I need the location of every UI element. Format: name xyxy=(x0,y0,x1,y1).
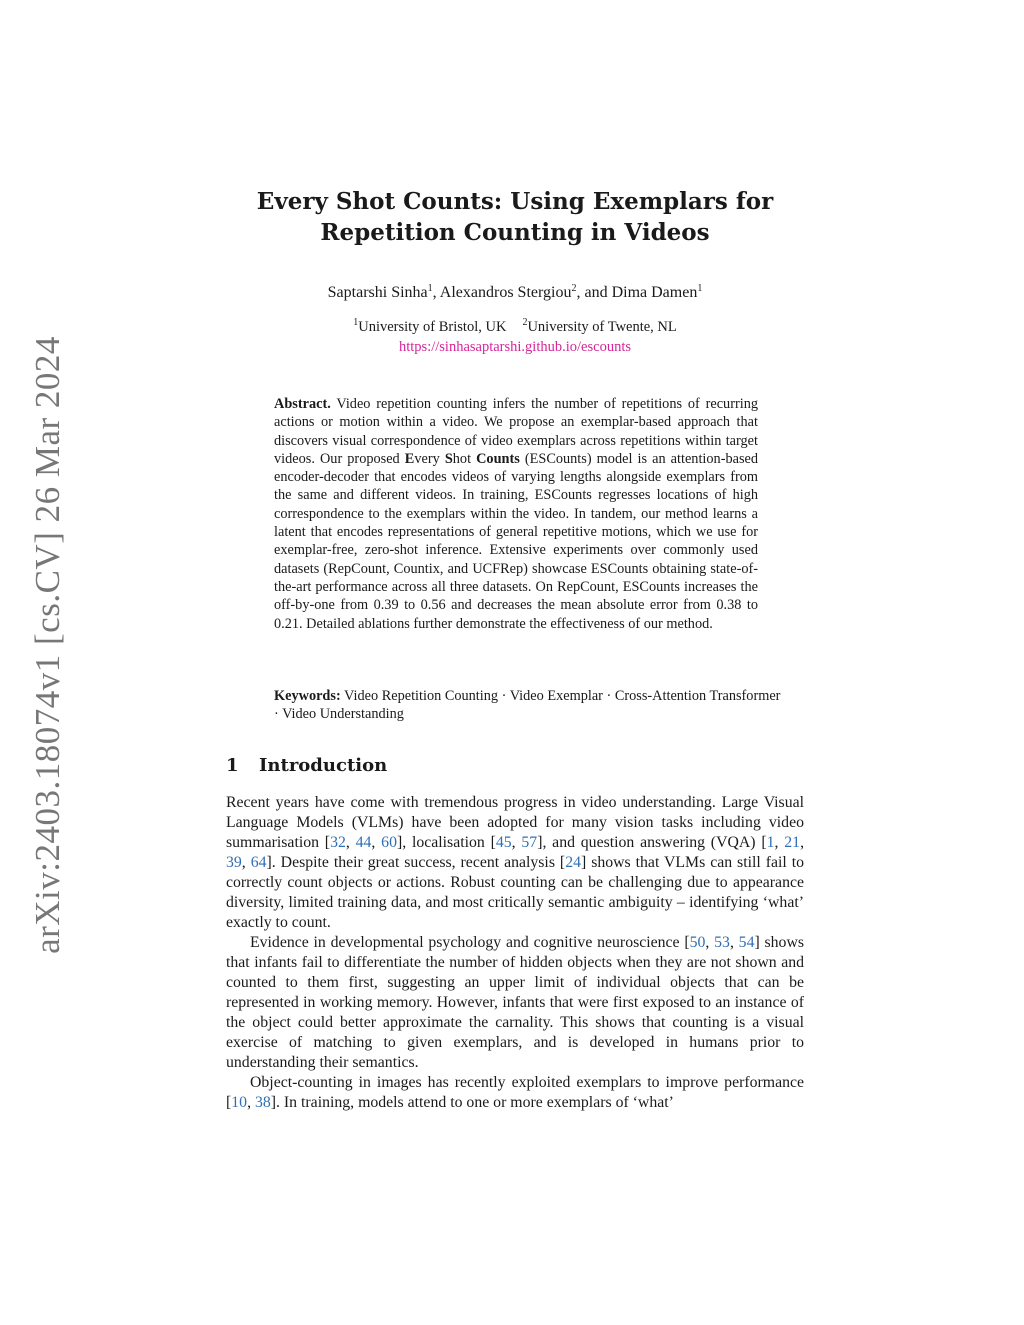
citation-link[interactable]: 39 xyxy=(226,854,242,871)
keywords-label: Keywords: xyxy=(274,688,341,704)
citation-link[interactable]: 21 xyxy=(784,834,801,851)
affil-1: University of Bristol, UK xyxy=(358,319,507,335)
author-1: Saptarshi Sinha xyxy=(327,284,428,301)
citation-link[interactable]: 57 xyxy=(521,834,538,851)
paragraph: Recent years have come with tremendous progress in video understanding. Large Visual Language Models (VLMs) have been adopted for many vision tasks including video summarisation [32, 44, 60], localisation [45, 57], and question answering (VQA) [1, 21, 39, 64]. Despite their great success, recent analysis [24] shows that VLMs can still fail to correctly count objects or actions. Robust counting can be challenging due to appearance diversity, limited training data, and most critically semantic ambiguity – identifying ‘what’ exactly to count. xyxy=(226,794,805,931)
project-url[interactable]: https://sinhasaptarshi.github.io/escounts xyxy=(399,339,631,355)
paragraph-text: ], localisation [ xyxy=(396,834,496,851)
affiliations xyxy=(200,318,830,337)
citation-link[interactable]: 32 xyxy=(330,834,346,851)
title-line-1: Every Shot Counts: Using Exemplars for xyxy=(256,188,774,215)
paragraph-text: Evidence in developmental psychology and cognitive neuroscience [ xyxy=(250,934,690,951)
author-3: Dima Damen xyxy=(611,284,698,301)
keywords xyxy=(274,687,784,724)
citation-link[interactable]: 50 xyxy=(689,934,706,951)
citation-link[interactable]: 1 xyxy=(766,834,775,851)
title-line-2: Repetition Counting in Videos xyxy=(320,219,710,246)
author-separator: , xyxy=(432,284,440,301)
citation-link[interactable]: 44 xyxy=(355,834,372,851)
paragraph-text: ] shows that VLMs can still fail to correctly count objects or actions. Robust counting can be challenging due to appearance diversity, limited training data, and most critically semantic ambiguity – identifying ‘what’ exactly to count. xyxy=(226,854,804,931)
abstract-text: Video repetition counting infers the number of repetitions of recurring actions or motion within a video. We propose an exemplar-based approach that discovers visual correspondence of video exemplars across repetitions within target videos. Our proposed xyxy=(274,396,758,467)
abstract xyxy=(274,395,758,633)
introduction-body xyxy=(226,793,804,1113)
abstract-text: hot xyxy=(452,450,477,467)
affil-1-marker: 1 xyxy=(353,317,359,328)
citation-link[interactable]: 54 xyxy=(738,934,755,951)
paragraph-text: ] shows that infants fail to differentiate the number of hidden objects when they are not shown and counted to them first, suggesting an upper limit of individual objects that can be represented in working memory. However, infants that were first exposed to an instance of the object could better approximate the carnality. This shows that counting is a visual exercise of matching to given exemplars, and is developed in humans prior to understanding their semantics. xyxy=(226,934,805,1071)
author-3-affil: 1 xyxy=(697,283,703,294)
paragraph-text: ]. Despite their great success, recent analysis [ xyxy=(266,854,566,871)
section-heading xyxy=(226,754,387,778)
citation-link[interactable]: 10 xyxy=(231,1094,248,1111)
arxiv-identifier[interactable]: arXiv:2403.18074v1 [cs.CV] 26 Mar 2024 xyxy=(28,336,67,954)
affil-2-marker: 2 xyxy=(522,317,528,328)
paragraph: Evidence in developmental psychology and cognitive neuroscience [50, 53, 54] shows that infants fail to differentiate the number of hidden objects when they are not shown and counted to them first, suggesting an upper limit of individual objects that can be represented in working memory. However, infants that were first exposed to an instance of the object could better approximate the carnality. This shows that counting is a visual exercise of matching to given exemplars, and is developed in humans prior to understanding their semantics. xyxy=(226,934,805,1071)
citation-link[interactable]: 64 xyxy=(250,854,267,871)
citation-link[interactable]: 38 xyxy=(254,1094,271,1111)
section-title: Introduction xyxy=(259,755,388,776)
citation-link[interactable]: 24 xyxy=(565,854,581,871)
author-separator: , and xyxy=(576,284,612,301)
abstract-bold-e: E xyxy=(404,450,415,467)
paragraph-text: ]. In training, models attend to one or more exemplars of ‘what’ xyxy=(270,1094,674,1111)
paper-title xyxy=(200,186,830,248)
citation-link[interactable]: 45 xyxy=(495,834,512,851)
abstract-bold-counts: Counts xyxy=(476,450,520,467)
keywords-text: Video Repetition Counting · Video Exemplar · Cross-Attention Transformer · Video Understanding xyxy=(274,688,781,723)
paragraph-text: ], and question answering (VQA) [ xyxy=(537,834,767,851)
citation-link[interactable]: 60 xyxy=(381,834,397,851)
abstract-text: very xyxy=(414,450,445,467)
affil-2: University of Twente, NL xyxy=(527,319,677,335)
paragraph-text: Recent years have come with tremendous progress in video understanding. Large Visual Language Models (VLMs) have been adopted for many vision tasks including video summarisation [ xyxy=(226,794,804,851)
abstract-text: (ESCounts) model is an attention-based encoder-decoder that encodes videos of varying lengths alongside exemplars from the same and different videos. In training, ESCounts regresses locations of high correspondence to the exemplars within the video. In tandem, our method learns a latent that encodes representations of general repetitive motions, which we use for exemplar-free, zero-shot inference. Extensive experiments over commonly used datasets (RepCount, Countix, and UCFRep) showcase ESCounts obtaining state-of-the-art performance across all three datasets. On RepCount, ESCounts increases the off-by-one from 0.39 to 0.56 and decreases the mean absolute error from 0.38 to 0.21. Detailed ablations further demonstrate the effectiveness of our method. xyxy=(274,450,759,632)
abstract-label: Abstract. xyxy=(274,396,331,412)
paragraph: Object-counting in images has recently exploited exemplars to improve performance [10, 38]. In training, models attend to one or more exemplars of ‘what’ xyxy=(226,1074,804,1111)
author-list xyxy=(200,283,830,303)
citation-link[interactable]: 53 xyxy=(714,934,730,951)
abstract-bold-s: S xyxy=(444,450,453,467)
section-number: 1 xyxy=(226,755,239,776)
author-1-affil: 1 xyxy=(427,283,433,294)
author-2-affil: 2 xyxy=(571,283,577,294)
author-2: Alexandros Stergiou xyxy=(439,284,572,301)
paragraph-text: Object-counting in images has recently exploited exemplars to improve performance [ xyxy=(226,1074,804,1111)
